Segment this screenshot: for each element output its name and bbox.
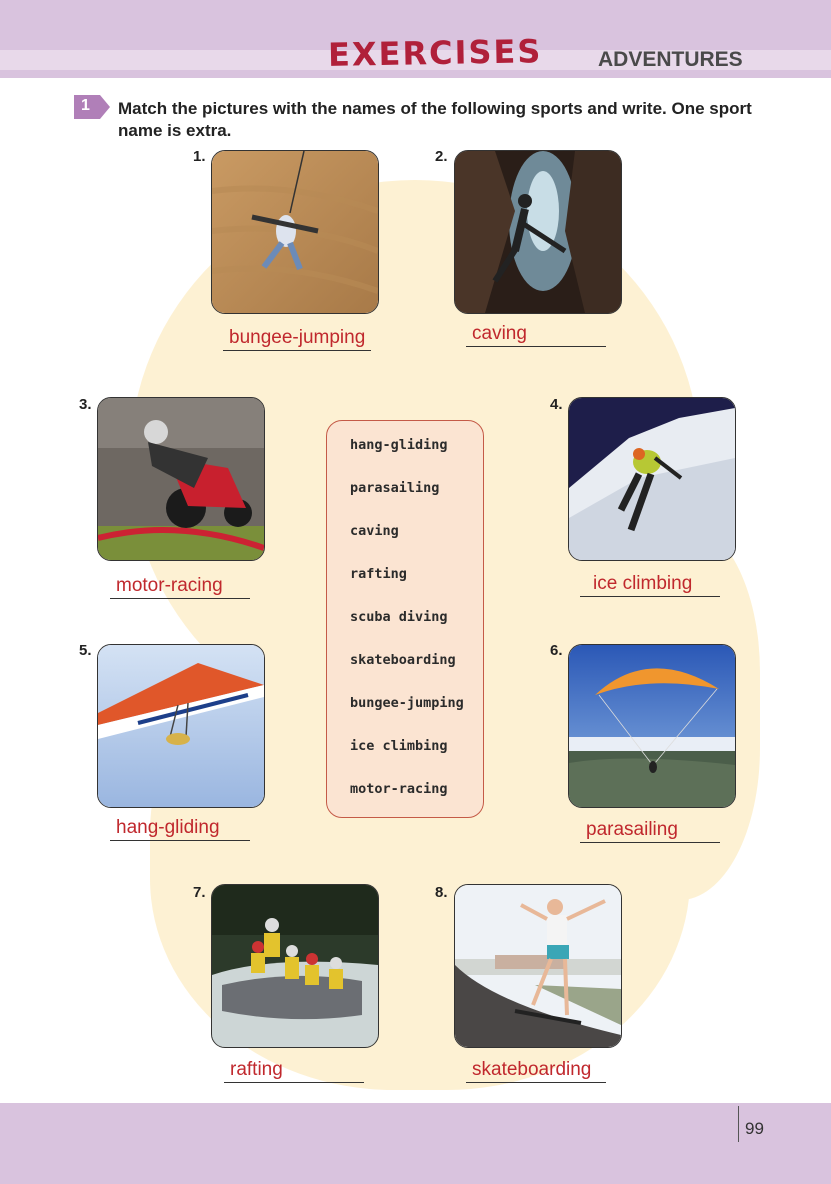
answer-line-4[interactable] — [580, 568, 720, 597]
item-number: 2. — [435, 148, 448, 165]
footer-band — [0, 1103, 831, 1184]
item-number: 7. — [193, 884, 206, 901]
answer-line-1[interactable] — [223, 322, 371, 351]
answer-text: bungee-jumping — [229, 327, 366, 348]
word-bank-item: skateboarding — [350, 652, 456, 668]
answer-text: hang-gliding — [116, 817, 220, 838]
section-title: EXERCISES — [327, 32, 543, 74]
answer-text: caving — [472, 323, 527, 344]
hang-gliding-photo — [97, 644, 265, 808]
bungee-jumping-photo — [211, 150, 379, 314]
motor-racing-photo — [97, 397, 265, 561]
rafting-photo — [211, 884, 379, 1048]
caving-photo — [454, 150, 622, 314]
ice-climbing-photo — [568, 397, 736, 561]
word-bank-item: caving — [350, 523, 399, 539]
answer-text: ice climbing — [593, 573, 693, 594]
answer-line-3[interactable] — [110, 570, 250, 599]
exercise-number: 1 — [81, 97, 90, 114]
answer-line-7[interactable] — [224, 1054, 364, 1083]
unit-title: ADVENTURES — [598, 48, 743, 71]
item-number: 6. — [550, 642, 563, 659]
answer-text: motor-racing — [116, 575, 223, 596]
answer-line-5[interactable] — [110, 812, 250, 841]
item-number: 1. — [193, 148, 206, 165]
page-number-divider — [738, 1106, 739, 1142]
page-number: 99 — [745, 1119, 764, 1138]
item-number: 3. — [79, 396, 92, 413]
answer-line-2[interactable] — [466, 318, 606, 347]
item-number: 8. — [435, 884, 448, 901]
word-bank — [326, 420, 484, 818]
word-bank-item: scuba diving — [350, 609, 448, 625]
answer-line-6[interactable] — [580, 814, 720, 843]
word-bank-item: ice climbing — [350, 738, 448, 754]
skateboarding-photo — [454, 884, 622, 1048]
parasailing-photo — [568, 644, 736, 808]
answer-text: skateboarding — [472, 1059, 592, 1080]
exercise-instruction: Match the pictures with the names of the following sports and write. One sport name is extra. — [118, 99, 752, 140]
answer-text: parasailing — [586, 819, 678, 840]
exercise-number-badge — [74, 95, 110, 119]
answer-line-8[interactable] — [466, 1054, 606, 1083]
item-number: 5. — [79, 642, 92, 659]
word-bank-item: rafting — [350, 566, 407, 582]
word-bank-item: bungee-jumping — [350, 695, 464, 711]
word-bank-item: parasailing — [350, 480, 440, 496]
word-bank-item: hang-gliding — [350, 437, 448, 453]
answer-text: rafting — [230, 1059, 283, 1080]
item-number: 4. — [550, 396, 563, 413]
word-bank-item: motor-racing — [350, 781, 448, 797]
